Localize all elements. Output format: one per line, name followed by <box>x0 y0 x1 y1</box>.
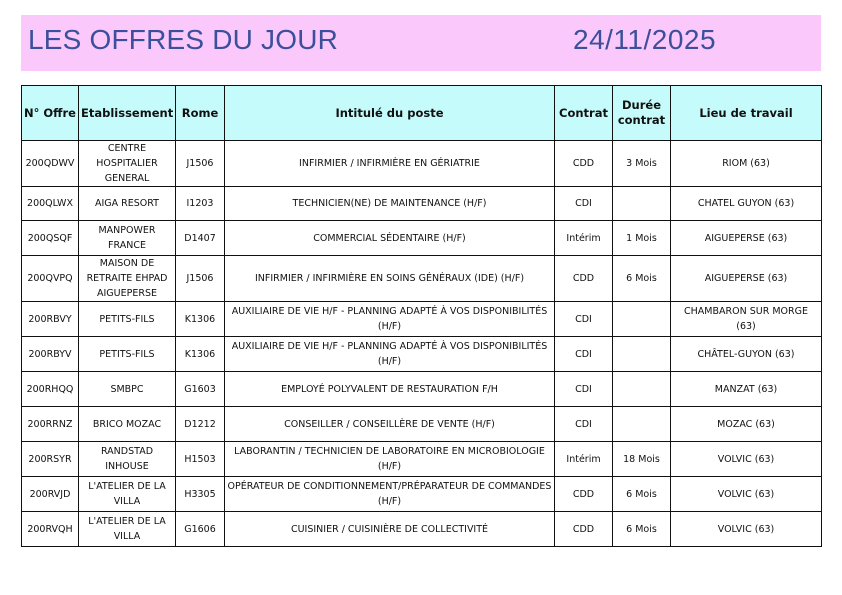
cell-establishment: MANPOWER FRANCE <box>79 221 176 256</box>
column-header-establishment: Etablissement <box>79 86 176 141</box>
cell-workplace: AIGUEPERSE (63) <box>671 221 822 256</box>
cell-contract: CDD <box>555 141 613 187</box>
table-row <box>22 141 822 187</box>
column-header-rome: Rome <box>176 86 225 141</box>
table-header-row <box>22 86 822 141</box>
cell-duration: 6 Mois <box>613 512 671 547</box>
cell-offer-number: 200RVJD <box>22 477 79 512</box>
table-row <box>22 372 822 407</box>
cell-establishment: L'ATELIER DE LA VILLA <box>79 512 176 547</box>
cell-offer-number: 200RRNZ <box>22 407 79 442</box>
cell-offer-number: 200RVQH <box>22 512 79 547</box>
cell-offer-number: 200QSQF <box>22 221 79 256</box>
cell-rome: J1506 <box>176 141 225 187</box>
cell-rome: G1606 <box>176 512 225 547</box>
cell-job-title: INFIRMIER / INFIRMIÈRE EN GÉRIATRIE <box>225 141 555 187</box>
cell-contract: CDI <box>555 407 613 442</box>
cell-duration <box>613 407 671 442</box>
column-header-workplace: Lieu de travail <box>671 86 822 141</box>
cell-rome: G1603 <box>176 372 225 407</box>
cell-rome: H3305 <box>176 477 225 512</box>
cell-duration: 1 Mois <box>613 221 671 256</box>
cell-rome: D1407 <box>176 221 225 256</box>
cell-contract: CDI <box>555 302 613 337</box>
cell-workplace: AIGUEPERSE (63) <box>671 256 822 302</box>
column-header-offer-number: N° Offre <box>22 86 79 141</box>
cell-contract: Intérim <box>555 442 613 477</box>
cell-job-title: TECHNICIEN(NE) DE MAINTENANCE (H/F) <box>225 187 555 221</box>
cell-rome: K1306 <box>176 337 225 372</box>
cell-job-title: COMMERCIAL SÉDENTAIRE (H/F) <box>225 221 555 256</box>
cell-establishment: MAISON DE RETRAITE EHPAD AIGUEPERSE <box>79 256 176 302</box>
cell-rome: I1203 <box>176 187 225 221</box>
column-header-job-title: Intitulé du poste <box>225 86 555 141</box>
table-row <box>22 187 822 221</box>
cell-contract: CDI <box>555 337 613 372</box>
cell-establishment: PETITS-FILS <box>79 337 176 372</box>
cell-workplace: CHÂTEL-GUYON (63) <box>671 337 822 372</box>
cell-job-title: AUXILIAIRE DE VIE H/F - PLANNING ADAPTÉ À VOS DISPONIBILITÉS (H/F) <box>225 337 555 372</box>
job-offers-table <box>21 85 822 547</box>
cell-duration: 6 Mois <box>613 256 671 302</box>
cell-establishment: RANDSTAD INHOUSE <box>79 442 176 477</box>
table-row <box>22 256 822 302</box>
cell-workplace: CHAMBARON SUR MORGE (63) <box>671 302 822 337</box>
cell-workplace: CHATEL GUYON (63) <box>671 187 822 221</box>
cell-job-title: INFIRMIER / INFIRMIÈRE EN SOINS GÉNÉRAUX (IDE) (H/F) <box>225 256 555 302</box>
cell-rome: H1503 <box>176 442 225 477</box>
cell-establishment: CENTRE HOSPITALIER GENERAL <box>79 141 176 187</box>
cell-establishment: BRICO MOZAC <box>79 407 176 442</box>
table-row <box>22 302 822 337</box>
cell-duration <box>613 372 671 407</box>
cell-duration <box>613 302 671 337</box>
cell-contract: CDD <box>555 256 613 302</box>
cell-establishment: PETITS-FILS <box>79 302 176 337</box>
cell-rome: J1506 <box>176 256 225 302</box>
cell-workplace: MOZAC (63) <box>671 407 822 442</box>
cell-contract: CDI <box>555 187 613 221</box>
cell-offer-number: 200QVPQ <box>22 256 79 302</box>
cell-job-title: OPÉRATEUR DE CONDITIONNEMENT/PRÉPARATEUR DE COMMANDES (H/F) <box>225 477 555 512</box>
table-row <box>22 442 822 477</box>
cell-contract: CDD <box>555 477 613 512</box>
cell-duration: 18 Mois <box>613 442 671 477</box>
header-banner <box>21 15 821 71</box>
cell-workplace: VOLVIC (63) <box>671 442 822 477</box>
cell-duration <box>613 337 671 372</box>
cell-job-title: CUISINIER / CUISINIÈRE DE COLLECTIVITÉ <box>225 512 555 547</box>
cell-contract: CDD <box>555 512 613 547</box>
cell-contract: Intérim <box>555 221 613 256</box>
table-row <box>22 221 822 256</box>
cell-contract: CDI <box>555 372 613 407</box>
cell-offer-number: 200RHQQ <box>22 372 79 407</box>
cell-job-title: AUXILIAIRE DE VIE H/F - PLANNING ADAPTÉ À VOS DISPONIBILITÉS (H/F) <box>225 302 555 337</box>
page-date: 24/11/2025 <box>573 24 717 55</box>
table-row <box>22 407 822 442</box>
cell-workplace: VOLVIC (63) <box>671 477 822 512</box>
cell-offer-number: 200QDWV <box>22 141 79 187</box>
cell-rome: K1306 <box>176 302 225 337</box>
cell-job-title: CONSEILLER / CONSEILLÈRE DE VENTE (H/F) <box>225 407 555 442</box>
cell-establishment: SMBPC <box>79 372 176 407</box>
table-row <box>22 512 822 547</box>
page-title: LES OFFRES DU JOUR <box>28 24 339 55</box>
cell-offer-number: 200RSYR <box>22 442 79 477</box>
cell-rome: D1212 <box>176 407 225 442</box>
cell-establishment: AIGA RESORT <box>79 187 176 221</box>
column-header-duration: Durée contrat <box>613 86 671 141</box>
cell-offer-number: 200QLWX <box>22 187 79 221</box>
cell-duration: 3 Mois <box>613 141 671 187</box>
cell-job-title: LABORANTIN / TECHNICIEN DE LABORATOIRE EN MICROBIOLOGIE (H/F) <box>225 442 555 477</box>
column-header-contract: Contrat <box>555 86 613 141</box>
table-row <box>22 477 822 512</box>
cell-workplace: RIOM (63) <box>671 141 822 187</box>
cell-workplace: VOLVIC (63) <box>671 512 822 547</box>
cell-duration <box>613 187 671 221</box>
cell-job-title: EMPLOYÉ POLYVALENT DE RESTAURATION F/H <box>225 372 555 407</box>
cell-workplace: MANZAT (63) <box>671 372 822 407</box>
cell-establishment: L'ATELIER DE LA VILLA <box>79 477 176 512</box>
cell-offer-number: 200RBYV <box>22 337 79 372</box>
cell-duration: 6 Mois <box>613 477 671 512</box>
cell-offer-number: 200RBVY <box>22 302 79 337</box>
table-row <box>22 337 822 372</box>
